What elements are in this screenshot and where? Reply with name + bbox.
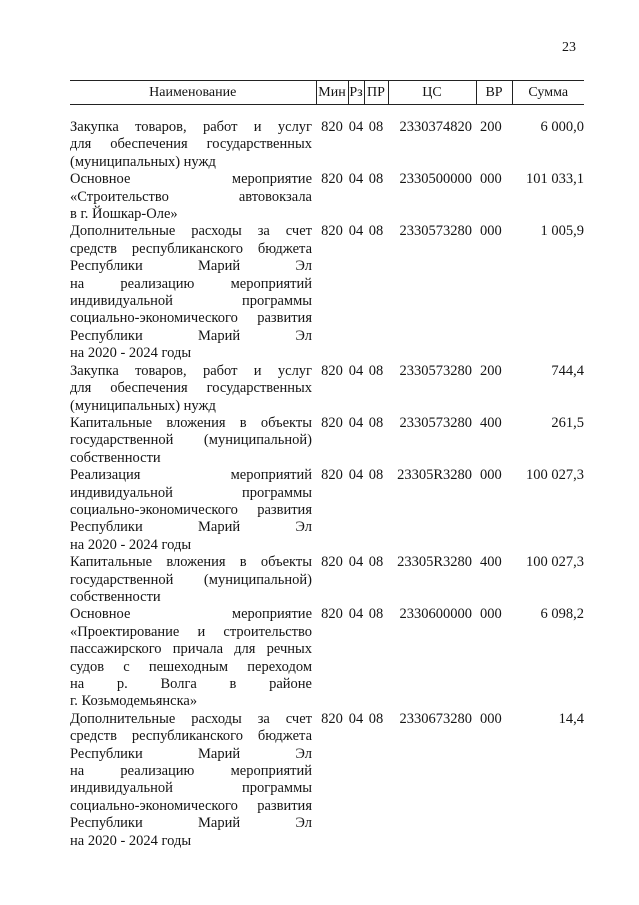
row-rz: 04 [348, 710, 364, 727]
header-cs: ЦС [388, 81, 476, 105]
row-name-line: Закупка товаров, работ и услуг [70, 119, 312, 135]
row-rz: 04 [348, 554, 364, 571]
budget-table [70, 80, 584, 850]
row-rz: 04 [348, 223, 364, 240]
row-name-line: Основное мероприятие [70, 171, 312, 188]
row-name-line: Основное мероприятие [70, 606, 312, 623]
table-header [70, 81, 584, 105]
table-body [70, 105, 584, 851]
row-name [70, 711, 316, 850]
row-name-line: для обеспечения государственных [70, 136, 312, 153]
row-vr: 000 [480, 606, 502, 623]
row-name-line: Дополнительные расходы за счет [70, 223, 312, 240]
row-min: 820 [321, 606, 343, 623]
row-cs: 2330573280 [399, 414, 472, 431]
row-sum: 744,4 [551, 362, 584, 379]
row-cs: 2330573280 [399, 223, 472, 240]
row-vr: 000 [480, 223, 502, 240]
row-name [70, 606, 316, 710]
header-name: Наименование [70, 81, 316, 105]
row-name-line: собственности [70, 449, 161, 466]
row-sum: 261,5 [551, 414, 584, 431]
row-cs: 2330500000 [399, 171, 472, 188]
row-min: 820 [321, 710, 343, 727]
row-cs: 23305R3280 [397, 554, 472, 571]
row-name-line: г. Козьмодемьянска» [70, 693, 198, 710]
table-row [70, 467, 584, 554]
row-name-line: на 2020 - 2024 годы [70, 832, 192, 849]
row-name-line: средств республиканского бюджета [70, 240, 312, 257]
row-cs: 2330600000 [399, 606, 472, 623]
row-pr: 08 [368, 119, 384, 135]
row-name [70, 119, 316, 171]
row-name-line: собственности [70, 588, 161, 605]
row-name-line: Капитальные вложения в объекты [70, 414, 312, 431]
table-row [70, 119, 584, 171]
row-name-line: в г. Йошкар-Оле» [70, 206, 178, 223]
row-name-line: Республики Марий Эл [70, 327, 312, 344]
row-sum: 14,4 [558, 710, 584, 727]
row-pr: 08 [368, 414, 384, 431]
row-min: 820 [321, 414, 343, 431]
row-vr: 400 [480, 554, 502, 571]
row-pr: 08 [368, 223, 384, 240]
row-name [70, 363, 316, 415]
row-name [70, 415, 316, 467]
row-name-line: на 2020 - 2024 годы [70, 536, 192, 553]
row-name-line: на р. Волга в районе [70, 676, 312, 692]
row-name-line: Реализация мероприятий [70, 467, 312, 484]
budget-table-container [70, 80, 584, 850]
row-rz: 04 [348, 467, 364, 484]
header-min: Мин [316, 81, 348, 105]
header-rz: Рз [348, 81, 364, 105]
row-sum: 100 027,3 [526, 554, 584, 571]
header-vr: ВР [476, 81, 512, 105]
row-name-line: Республики Марий Эл [70, 519, 312, 536]
row-name-line: средств республиканского бюджета [70, 728, 312, 745]
row-pr: 08 [368, 710, 384, 727]
row-name-line: индивидуальной программы [70, 780, 312, 797]
row-min: 820 [321, 223, 343, 240]
row-min: 820 [321, 171, 343, 188]
row-min: 820 [321, 467, 343, 484]
row-pr: 08 [368, 362, 384, 379]
row-sum: 100 027,3 [526, 467, 584, 484]
table-row [70, 554, 584, 606]
row-sum: 101 033,1 [526, 171, 584, 188]
row-name-line: Закупка товаров, работ и услуг [70, 362, 312, 379]
header-pr: ПР [364, 81, 388, 105]
row-name-line: для обеспечения государственных [70, 380, 312, 397]
row-cs: 23305R3280 [397, 467, 472, 484]
row-name-line: пассажирского причала для речных [70, 641, 312, 658]
row-name-line: «Проектирование и строительство [70, 623, 312, 640]
row-min: 820 [321, 554, 343, 571]
row-vr: 400 [480, 414, 502, 431]
row-name [70, 554, 316, 606]
row-name-line: индивидуальной программы [70, 293, 312, 310]
row-min: 820 [321, 119, 343, 135]
table-row [70, 363, 584, 415]
row-rz: 04 [348, 414, 364, 431]
row-pr: 08 [368, 554, 384, 571]
row-rz: 04 [348, 606, 364, 623]
row-vr: 200 [480, 119, 502, 135]
row-name-line: (муниципальных) нужд [70, 397, 216, 414]
header-sum: Сумма [512, 81, 584, 105]
row-name-line: Республики Марий Эл [70, 258, 312, 275]
table-row [70, 711, 584, 850]
row-name-line: социально-экономического развития [70, 797, 312, 814]
row-name [70, 171, 316, 223]
row-min: 820 [321, 362, 343, 379]
row-name-line: государственной (муниципальной) [70, 571, 312, 588]
row-rz: 04 [348, 171, 364, 188]
row-name [70, 223, 316, 362]
row-name-line: индивидуальной программы [70, 484, 312, 501]
row-name-line: социально-экономического развития [70, 501, 312, 518]
row-vr: 200 [480, 362, 502, 379]
row-pr: 08 [368, 606, 384, 623]
table-row [70, 415, 584, 467]
row-name-line: (муниципальных) нужд [70, 153, 216, 170]
row-name [70, 467, 316, 554]
table-row [70, 606, 584, 710]
row-name-line: на 2020 - 2024 годы [70, 345, 192, 362]
row-rz: 04 [348, 119, 364, 135]
row-sum: 6 000,0 [540, 119, 584, 135]
row-vr: 000 [480, 467, 502, 484]
row-sum: 6 098,2 [540, 606, 584, 623]
row-cs: 2330573280 [399, 362, 472, 379]
page-number: 23 [562, 40, 576, 55]
row-vr: 000 [480, 710, 502, 727]
row-name-line: судов с пешеходным переходом [70, 658, 312, 675]
row-cs: 2330374820 [399, 119, 472, 135]
table-row [70, 223, 584, 362]
row-rz: 04 [348, 362, 364, 379]
row-pr: 08 [368, 171, 384, 188]
row-vr: 000 [480, 171, 502, 188]
row-pr: 08 [368, 467, 384, 484]
row-name-line: государственной (муниципальной) [70, 432, 312, 449]
row-name-line: Дополнительные расходы за счет [70, 710, 312, 727]
row-name-line: Республики Марий Эл [70, 745, 312, 762]
row-name-line: на реализацию мероприятий [70, 275, 312, 292]
row-name-line: Республики Марий Эл [70, 815, 312, 832]
row-cs: 2330673280 [399, 710, 472, 727]
row-name-line: «Строительство автовокзала [70, 188, 312, 205]
row-name-line: Капитальные вложения в объекты [70, 554, 312, 571]
row-name-line: на реализацию мероприятий [70, 763, 312, 780]
row-name-line: социально-экономического развития [70, 310, 312, 327]
table-row [70, 171, 584, 223]
row-sum: 1 005,9 [540, 223, 584, 240]
